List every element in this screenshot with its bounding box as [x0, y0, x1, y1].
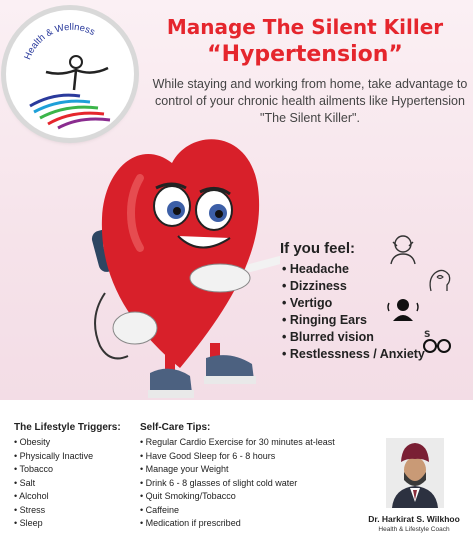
tip-item: • Have Good Sleep for 6 - 8 hours [140, 450, 360, 464]
blurred-vision-icon [420, 328, 454, 356]
trigger-item: • Obesity [14, 436, 134, 450]
trigger-item: • Sleep [14, 517, 134, 531]
coach-portrait-icon [386, 438, 444, 508]
triggers-list [14, 436, 134, 531]
symptom-item: • Vertigo [280, 295, 470, 312]
tip-item: • Quit Smoking/Tobacco [140, 490, 360, 504]
self-care-tips-column [140, 422, 360, 531]
symptom-item: • Headache [280, 261, 470, 278]
headache-person-icon [385, 232, 421, 266]
tip-item: • Medication if prescribed [140, 517, 360, 531]
title-line-1: Manage The Silent Killer [166, 15, 444, 39]
tip-item: • Regular Cardio Exercise for 30 minutes at-least [140, 436, 360, 450]
trigger-item: • Salt [14, 477, 134, 491]
lifestyle-triggers-column [14, 422, 134, 531]
tips-heading: Self-Care Tips: [140, 422, 211, 433]
logo-text: Health & Wellness [22, 21, 97, 62]
trigger-item: • Alcohol [14, 490, 134, 504]
coach-role: Health & Lifestyle Coach [378, 526, 450, 533]
trigger-item: • Tobacco [14, 463, 134, 477]
tip-item: • Caffeine [140, 504, 360, 518]
symptoms-heading: If you feel: [280, 240, 356, 257]
symptom-item: • Restlessness / Anxiety [280, 346, 470, 363]
trigger-item: • Stress [14, 504, 134, 518]
svg-text:S: S [424, 330, 431, 340]
triggers-heading: The Lifestyle Triggers: [14, 422, 121, 433]
title-line-2: “Hypertension” [207, 42, 403, 67]
trigger-item: • Physically Inactive [14, 450, 134, 464]
tips-list [140, 436, 360, 531]
ringing-ears-icon [386, 297, 420, 323]
page-title [140, 14, 470, 68]
tip-item: • Manage your Weight [140, 463, 360, 477]
coach-name: Dr. Harkirat S. Wilkhoo [368, 514, 460, 524]
lower-info-section [0, 400, 473, 539]
dizzy-head-icon [425, 265, 453, 293]
tip-item: • Drink 6 - 8 glasses of slight cold water [140, 477, 360, 491]
intro-text: While staying and working from home, take advantage to control of your chronic health ailments like Hypertension "The Silent Killer". [152, 77, 468, 125]
coach-photo [386, 438, 444, 508]
symptom-item: • Dizziness [280, 278, 470, 295]
symptom-item: • Ringing Ears [280, 312, 470, 329]
heart-character-illustration [80, 118, 280, 400]
symptom-item: • Blurred vision [280, 329, 470, 346]
